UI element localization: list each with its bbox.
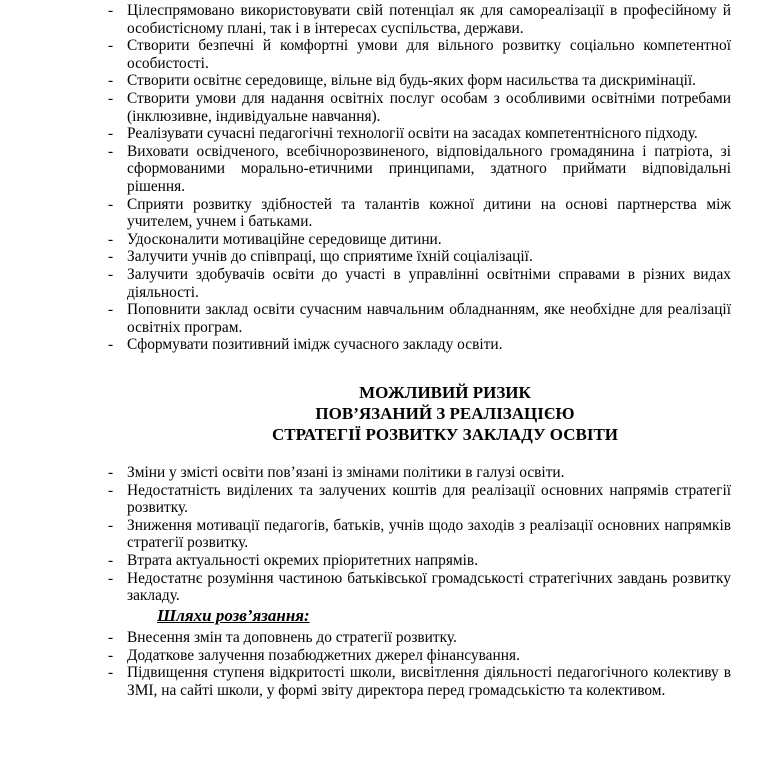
list-item [0, 629, 768, 647]
list-item [0, 248, 768, 266]
bullet-dash: - [108, 629, 114, 646]
bullet-dash: - [108, 2, 114, 19]
list-item [0, 266, 768, 301]
list-item [0, 196, 768, 231]
solutions-list [0, 629, 768, 699]
goal-text: Створити умови для надання освітніх послуг особам з особливими освітніми потребами (інклюзивне, індивідуальне навчання). [127, 89, 731, 125]
list-item [0, 125, 768, 143]
risk-text: Недостатність виділених та залучених коштів для реалізації основних напрямів стратегії розвитку. [127, 481, 731, 517]
bullet-dash: - [108, 646, 114, 664]
goal-text: Поповнити заклад освіти сучасним навчальним обладнанням, яке необхідне для реалізації освітніх програм. [127, 301, 731, 336]
list-item [0, 301, 768, 336]
bullet-dash: - [108, 72, 114, 90]
list-item [0, 336, 768, 354]
list-item [0, 647, 768, 665]
goal-text: Сприяти розвитку здібностей та талантів кожної дитини на основі партнерства між учителем, учнем і батьками. [127, 195, 731, 231]
goal-text: Залучити учнів до співпраці, що сприятиме їхній соціалізації. [127, 248, 533, 266]
bullet-dash: - [108, 248, 114, 266]
bullet-dash: - [108, 516, 114, 534]
list-item [0, 570, 768, 605]
risk-text: Зміни у змісті освіти пов’язані із змінами політики в галузі освіти. [127, 464, 565, 481]
goal-text: Створити освітнє середовище, вільне від будь-яких форм насильства та дискримінації. [127, 72, 696, 90]
bullet-dash: - [108, 551, 114, 569]
list-item [0, 72, 768, 90]
solutions-heading: Шляхи розв’язання: [157, 606, 310, 625]
list-item [0, 517, 768, 552]
bullet-dash: - [108, 230, 114, 248]
solution-text: Додаткове залучення позабюджетних джерел фінансування. [127, 646, 520, 664]
bullet-dash: - [108, 664, 114, 682]
bullet-dash: - [108, 301, 114, 319]
heading-line: ПОВ’ЯЗАНИЙ З РЕАЛІЗАЦІЄЮ [315, 404, 575, 423]
list-item [0, 231, 768, 249]
risk-text: Недостатнє розуміння частиною батьківської громадськості стратегічних завдань розвитку закладу. [127, 569, 731, 605]
goal-text: Удосконалити мотиваційне середовище дитини. [127, 230, 442, 248]
bullet-dash: - [108, 464, 114, 481]
bullet-dash: - [108, 336, 114, 354]
list-item [0, 664, 768, 699]
list-item [0, 90, 768, 125]
list-item [0, 482, 768, 517]
risk-section-heading [100, 382, 768, 445]
heading-line: МОЖЛИВИЙ РИЗИК [359, 383, 531, 402]
goal-text: Залучити здобувачів освіти до участі в управлінні освітніми справами в різних видах діяльності. [127, 265, 731, 301]
goal-text: Реалізувати сучасні педагогічні технології освіти на засадах компетентнісного підходу. [127, 125, 698, 143]
goal-text: Цілеспрямовано використовувати свій потенціал як для самореалізації в професійному й особистісному плані, так і в інтересах суспільства, держави. [127, 2, 731, 37]
list-item [0, 37, 768, 72]
goals-list [0, 2, 768, 354]
bullet-dash: - [108, 37, 114, 55]
goal-text: Виховати освідченого, всебічнорозвиненого, відповідального громадянина і патріота, зі сформованими морально-етичними принципами, здатного приймати відповідальні рішення. [127, 142, 731, 195]
bullet-dash: - [108, 125, 114, 143]
solution-text: Внесення змін та доповнень до стратегії розвитку. [127, 629, 457, 646]
list-item [0, 552, 768, 570]
bullet-dash: - [108, 569, 114, 587]
bullet-dash: - [108, 195, 114, 213]
risk-text: Зниження мотивації педагогів, батьків, учнів щодо заходів з реалізації основних напрямків стратегії розвитку. [127, 516, 731, 552]
bullet-dash: - [108, 89, 114, 107]
list-item [0, 464, 768, 482]
goal-text: Створити безпечні й комфортні умови для вільного розвитку соціально компетентної особистості. [127, 37, 731, 72]
bullet-dash: - [108, 481, 114, 499]
list-item [0, 2, 768, 37]
heading-line: СТРАТЕГІЇ РОЗВИТКУ ЗАКЛАДУ ОСВІТИ [271, 425, 619, 444]
risk-text: Втрата актуальності окремих пріоритетних напрямів. [127, 551, 479, 569]
list-item [0, 143, 768, 196]
solution-text: Підвищення ступеня відкритості школи, висвітлення діяльності педагогічного колективу в ЗМІ, на сайті школи, у формі звіту директора перед громадськістю та колективом. [127, 664, 731, 699]
goal-text: Сформувати позитивний імідж сучасного закладу освіти. [127, 336, 503, 354]
risks-list [0, 464, 768, 605]
bullet-dash: - [108, 142, 114, 160]
bullet-dash: - [108, 265, 114, 283]
